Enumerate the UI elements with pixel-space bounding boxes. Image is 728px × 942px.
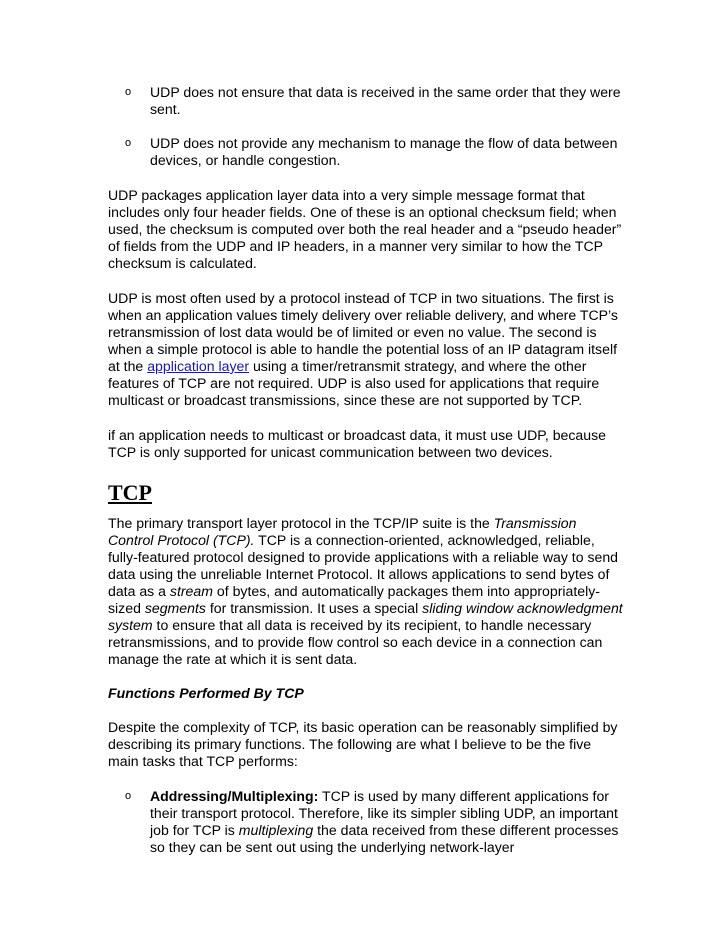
list-item-text: UDP does not ensure that data is received in the same order that they were sent. [150,84,621,117]
text-run: UDP is most often used by a protocol instead of TCP in two situations. The first is when an application values timely delivery over reliable delivery, and where TCP’s retransmission of lost data would be of limited or even no value. The second is when a simple protocol is able to handle the potential loss of an IP datagram itself at the [108,290,618,374]
bullet-marker-icon: o [125,137,132,149]
bold-run: Addressing/Multiplexing: [150,788,319,804]
functions-heading: Functions Performed By TCP [108,685,304,701]
bullet-marker-icon: o [125,790,132,802]
italic-run: stream [169,583,213,599]
italic-run: sliding window acknowledgment system [108,600,623,633]
text-run: the data received from these different processes so they can be sent out using the underlying network-layer [150,822,619,855]
tcp-paragraph-1 [108,515,624,668]
functions-paragraph: Despite the complexity of TCP, its basic operation can be reasonably simplified by describing its primary functions. The following are what I believe to be the five main tasks that TCP performs: [108,719,618,769]
application-layer-link[interactable]: application layer [147,358,250,374]
italic-run: multiplexing [238,822,314,838]
text-run: for transmission. It uses a special [205,600,423,616]
list-item [108,788,624,856]
document-page [108,84,624,856]
text-run: of bytes, and automatically packages them into appropriately-sized [108,583,600,616]
list-item-text [150,788,618,855]
text-run: TCP is a connection-oriented, acknowledged, reliable, fully-featured protocol designed to provide applications with a reliable way to send data using the unreliable Internet Protocol. It allows applications to send bytes of data as a [108,532,619,599]
text-run: TCP is used by many different applications for their transport protocol. Therefore, like its simpler sibling UDP, an important job for TCP is [150,788,618,838]
text-run: using a timer/retransmit strategy, and where the other features of TCP are not required. UDP is also used for applications that require multicast or broadcast transmissions, since these are not supported by TCP. [108,358,600,408]
udp-bullet-list [108,84,624,169]
list-item-text: UDP does not provide any mechanism to manage the flow of data between devices, or handle congestion. [150,135,618,168]
tcp-bullet-list [108,788,624,856]
list-item [108,84,624,118]
tcp-heading: TCP [108,480,152,505]
udp-paragraph-1: UDP packages application layer data into a very simple message format that includes only four header fields. One of these is an optional checksum field; when used, the checksum is computed over both the real header and a “pseudo header” of fields from the UDP and IP headers, in a manner very similar to how the TCP checksum is calculated. [108,187,622,271]
italic-run: Transmission Control Protocol (TCP). [108,515,577,548]
udp-paragraph-3: if an application needs to multicast or broadcast data, it must use UDP, because TCP is only supported for unicast communication between two devices. [108,427,606,460]
list-item [108,135,624,169]
bullet-marker-icon: o [125,86,132,98]
italic-run: segments [144,600,206,616]
text-run: The primary transport layer protocol in the TCP/IP suite is the [108,515,494,531]
text-run: to ensure that all data is received by its recipient, to handle necessary retransmissions, and to provide flow control so each device in a connection can manage the rate at which it is sent data. [108,617,603,667]
udp-paragraph-2 [108,290,624,409]
